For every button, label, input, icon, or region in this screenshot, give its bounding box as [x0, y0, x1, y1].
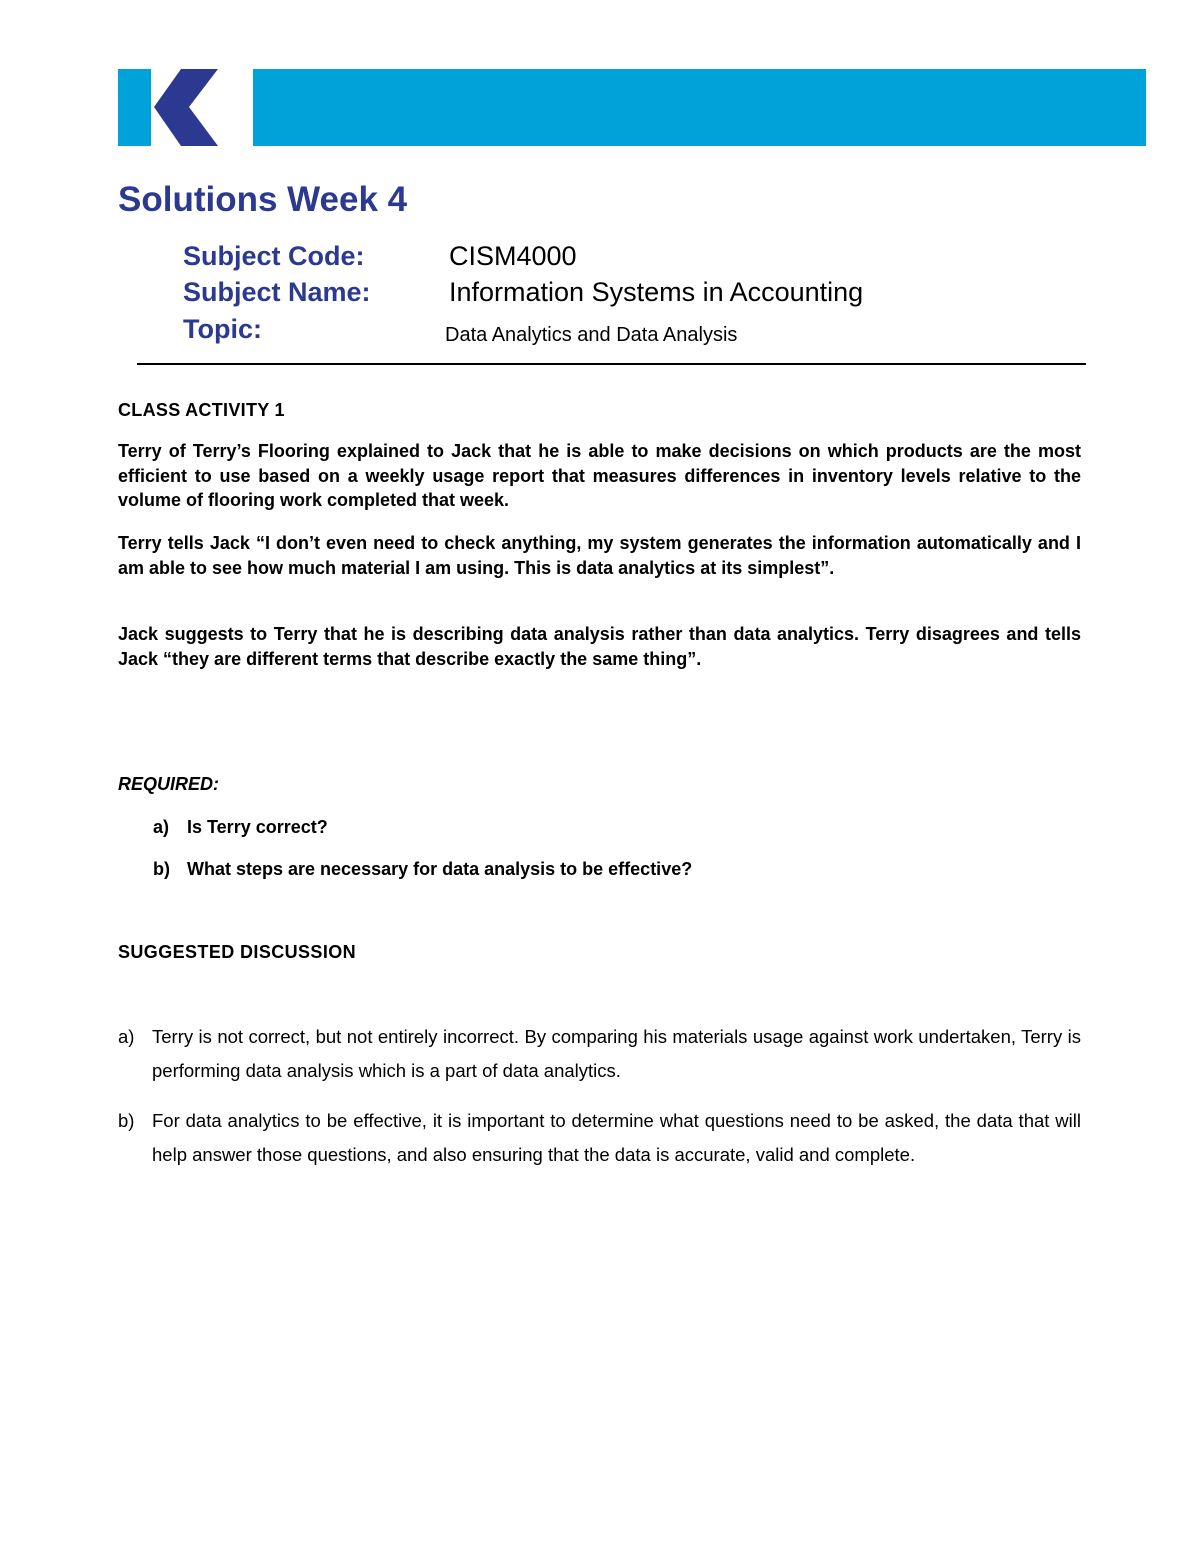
activity-paragraph: Terry tells Jack “I don’t even need to check anything, my system generates the information automatically and I am able to see how much material I am using. This is data analytics at its simplest”. [118, 533, 1081, 578]
activity-paragraph: Jack suggests to Terry that he is describing data analysis rather than data analytics. Terry disagrees and tells Jack “they are different terms that describe exactly the same thing”. [118, 624, 1081, 669]
logo-bar [118, 69, 151, 146]
logo-chevron-icon [154, 69, 218, 146]
subject-code-row [183, 238, 1103, 274]
k-logo [118, 69, 218, 146]
topic-value: Data Analytics and Data Analysis [445, 324, 738, 346]
answer-marker: b) [118, 1110, 135, 1131]
subject-name-label: Subject Name: [183, 277, 371, 307]
answer-marker: a) [118, 1026, 135, 1047]
subject-name-value: Information Systems in Accounting [449, 277, 864, 307]
discussion-heading: SUGGESTED DISCUSSION [118, 942, 357, 962]
question-marker: a) [153, 817, 170, 837]
answer-item [118, 1020, 1081, 1088]
answer-text: For data analytics to be effective, it is important to determine what questions need to be asked, the data that will help answer those questions, and also ensuring that the data is accurate, valid and complete. [152, 1110, 1081, 1165]
question-item [153, 857, 692, 881]
activity-title: CLASS ACTIVITY 1 [118, 400, 285, 420]
question-item [153, 815, 328, 839]
subject-code-value: CISM4000 [449, 241, 577, 271]
question-text: What steps are necessary for data analysis to be effective? [187, 859, 693, 879]
subject-code-label: Subject Code: [183, 241, 365, 271]
answer-text: Terry is not correct, but not entirely incorrect. By comparing his materials usage against work undertaken, Terry is performing data analysis which is a part of data analytics. [152, 1026, 1081, 1081]
answer-item [118, 1104, 1081, 1172]
header-divider [137, 363, 1086, 365]
document-title: Solutions Week 4 [118, 180, 408, 219]
topic-row [183, 311, 1103, 347]
topic-label: Topic: [183, 314, 262, 344]
activity-paragraph: Terry of Terry’s Flooring explained to Jack that he is able to make decisions on which products are the most efficient to use based on a weekly usage report that measures differences in inventory levels relative to the volume of flooring work completed that week. [118, 441, 1081, 510]
question-marker: b) [153, 859, 170, 879]
required-heading: REQUIRED: [118, 774, 220, 794]
subject-name-row [183, 274, 1103, 310]
question-text: Is Terry correct? [187, 817, 328, 837]
header-band [253, 69, 1146, 146]
